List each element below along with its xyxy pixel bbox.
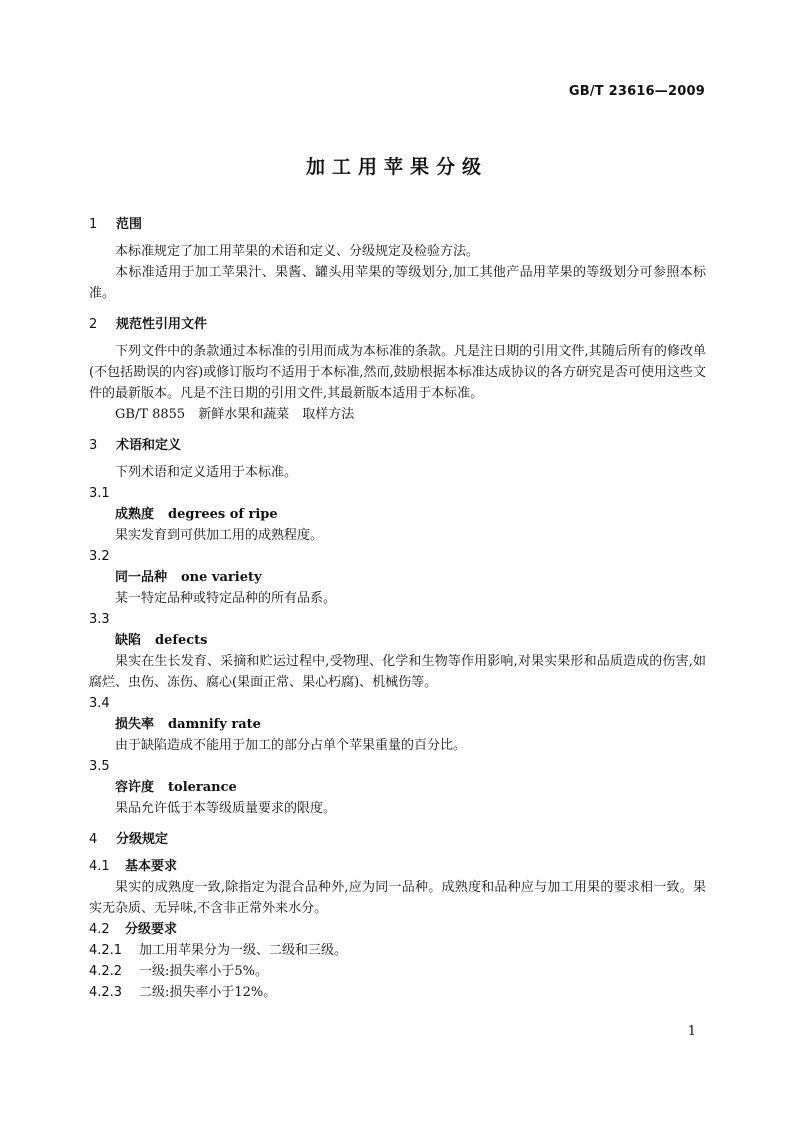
section-heading-terms (89, 435, 706, 456)
term-number: 3.1 (89, 486, 110, 501)
section-heading-scope (89, 214, 706, 235)
subsection-number: 4.2 (89, 922, 110, 937)
term-number: 3.4 (89, 696, 110, 711)
clause-number: 4.2.1 (89, 943, 123, 958)
term-entry (89, 567, 706, 588)
document-body (89, 214, 706, 1003)
term-definition: 由于缺陷造成不能用于加工的部分占单个苹果重量的百分比。 (115, 738, 467, 753)
term-number: 3.3 (89, 612, 110, 627)
clause-number: 4.2.2 (89, 964, 123, 979)
section-title: 术语和定义 (116, 438, 182, 453)
section-heading-normative-references (89, 314, 706, 335)
subsection-heading-basic-requirements (89, 856, 706, 877)
section-title: 范围 (116, 217, 143, 232)
section-number: 2 (89, 317, 98, 332)
section-number: 1 (89, 217, 98, 232)
term-en: one variety (181, 570, 262, 585)
term-en: tolerance (168, 780, 237, 795)
section-heading-grading (89, 829, 706, 850)
clause-text: 加工用苹果分为一级、二级和三级。 (139, 943, 348, 958)
term-en: degrees of ripe (168, 507, 278, 522)
clause-item (89, 982, 706, 1003)
subsection-number: 4.1 (89, 859, 110, 874)
term-en: damnify rate (168, 717, 261, 732)
standard-code: GB/T 23616—2009 (568, 84, 705, 99)
paragraph: 果实的成熟度一致,除指定为混合品种外,应为同一品种。成熟度和品种应与加工用果的要求相一致。果实无杂质、无异味,不含非正常外来水分。 (89, 880, 706, 916)
clause-item (89, 961, 706, 982)
paragraph: 下列文件中的条款通过本标准的引用而成为本标准的条款。凡是注日期的引用文件,其随后所有的修改单(不包括勘误的内容)或修订版均不适用于本标准,然而,鼓励根据本标准达成协议的各方研究是否可使用这些文件的最新版本。凡是不注日期的引用文件,其最新版本适用于本标准。 (89, 344, 706, 401)
paragraph: 本标准规定了加工用苹果的术语和定义、分级规定及检验方法。 (115, 244, 480, 259)
term-zh: 缺陷 (115, 633, 142, 648)
section-title: 分级规定 (116, 832, 169, 847)
subsection-heading-grading-requirements (89, 919, 706, 940)
term-zh: 容许度 (115, 780, 155, 795)
clause-text: 二级:损失率小于12%。 (139, 985, 277, 1000)
term-entry (89, 777, 706, 798)
term-zh: 同一品种 (115, 570, 168, 585)
term-zh: 成熟度 (115, 507, 155, 522)
clause-item (89, 940, 706, 961)
term-definition: 某一特定品种或特定品种的所有品系。 (115, 591, 337, 606)
term-definition: 果实在生长发育、采摘和贮运过程中,受物理、化学和生物等作用影响,对果实果形和品质造成的伤害,如腐烂、虫伤、冻伤、腐心(果面正常、果心朽腐)、机械伤等。 (89, 654, 706, 690)
subsection-title: 基本要求 (125, 859, 178, 874)
subsection-title: 分级要求 (125, 922, 178, 937)
section-title: 规范性引用文件 (116, 317, 208, 332)
term-en: defects (155, 633, 208, 648)
page-number: 1 (687, 1024, 696, 1039)
section-number: 4 (89, 832, 98, 847)
term-definition: 果实发育到可供加工用的成熟程度。 (115, 528, 324, 543)
term-number: 3.2 (89, 549, 110, 564)
term-entry (89, 630, 706, 651)
reference-item: GB/T 8855 新鲜水果和蔬菜 取样方法 (115, 407, 355, 422)
term-entry (89, 504, 706, 525)
section-number: 3 (89, 438, 98, 453)
paragraph: 本标准适用于加工苹果汁、果酱、罐头用苹果的等级划分,加工其他产品用苹果的等级划分可参照本标准。 (89, 265, 706, 301)
term-number: 3.5 (89, 759, 110, 774)
clause-text: 一级:损失率小于5%。 (139, 964, 269, 979)
term-definition: 果品允许低于本等级质量要求的限度。 (115, 801, 337, 816)
term-zh: 损失率 (115, 717, 155, 732)
document-title: 加工用苹果分级 (305, 156, 488, 178)
clause-number: 4.2.3 (89, 985, 123, 1000)
paragraph: 下列术语和定义适用于本标准。 (115, 465, 298, 480)
term-entry (89, 714, 706, 735)
